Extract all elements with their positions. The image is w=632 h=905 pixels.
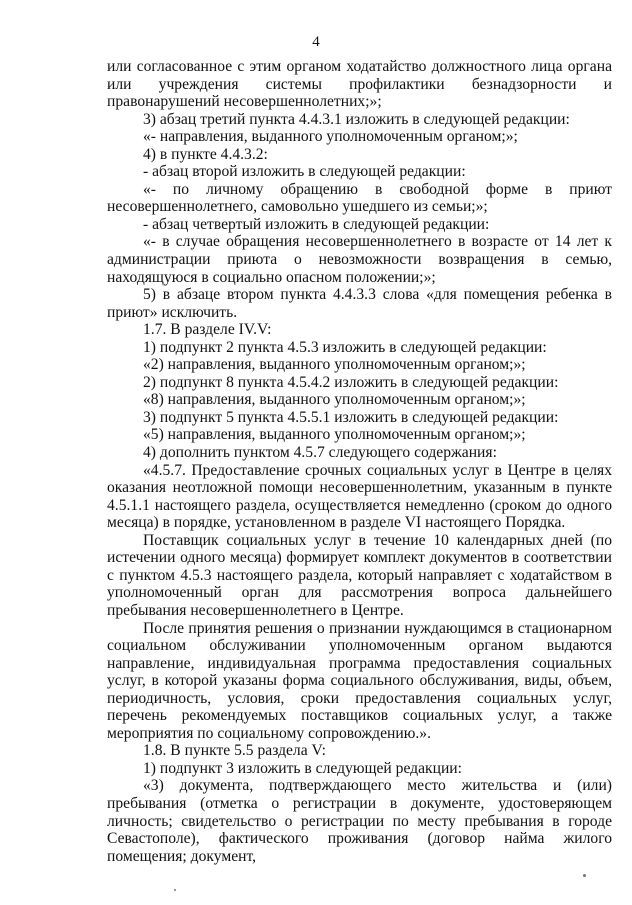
paragraph: 1) подпункт 2 пункта 4.5.3 изложить в следующей редакции: xyxy=(143,338,547,356)
paragraph: 1.7. В разделе IV.V: xyxy=(143,321,272,339)
paragraph: Поставщик социальных услуг в течение 10 календарных дней (по истечении одного месяца) формирует комплект документов в соответствии с пунктом 4.5.3 настоящего раздела, который направляет с ходатайством в уполномоченный орган для рассмотрения вопроса дальнейшего пребывания несовершеннолетнего в Центре. xyxy=(107,531,612,619)
paragraph: «3) документа, подтверждающего место жительства и (или) пребывания (отметка о регистрации в документе, удостоверяющем личность; свидетельство о регистрации по месту пребывания в городе Севастополе), фактического проживания (договор найма жилого помещения; документ, xyxy=(107,777,612,865)
paragraph: 3) подпункт 5 пункта 4.5.5.1 изложить в следующей редакции: xyxy=(143,408,559,426)
paragraph: или согласованное с этим органом ходатайство должностного лица органа или учреждения системы профилактики безнадзорности и правонарушений несовершеннолетних;»; xyxy=(107,58,612,111)
paragraph: «- по личному обращению в свободной форме в приют несовершеннолетнего, самовольно ушедшего из семьи;»; xyxy=(107,180,612,216)
paragraph: 4) дополнить пунктом 4.5.7 следующего содержания: xyxy=(143,444,497,462)
paragraph: «- направления, выданного уполномоченным органом;»; xyxy=(143,128,518,146)
paragraph: 2) подпункт 8 пункта 4.5.4.2 изложить в следующей редакции: xyxy=(143,373,559,391)
paragraph: «8) направления, выданного уполномоченным органом;»; xyxy=(143,391,526,409)
paragraph: 5) в абзаце втором пункта 4.4.3.3 слова «для помещения ребенка в приют» исключить. xyxy=(107,286,612,321)
paragraph: 1.8. В пункте 5.5 раздела V: xyxy=(143,742,326,760)
paragraph: 1) подпункт 3 изложить в следующей редакции: xyxy=(143,759,462,777)
scan-speck xyxy=(174,889,176,891)
paragraph: «- в случае обращения несовершеннолетнего в возрасте от 14 лет к администрации приюта о невозможности возвращения в семью, находящуюся в социально опасном положении;»; xyxy=(107,233,612,286)
paragraph: 3) абзац третий пункта 4.4.3.1 изложить в следующей редакции: xyxy=(143,110,570,128)
paragraph: - абзац четвертый изложить в следующей редакции: xyxy=(143,215,490,233)
paragraph: «5) направления, выданного уполномоченным органом;»; xyxy=(143,426,526,444)
paragraph: После принятия решения о признании нуждающимся в стационарном социальном обслуживании уполномоченным органом выдаются направление, индивидуальная программа предоставления социальных услуг, в которой указаны форма социального обслуживания, виды, объем, периодичность, условия, сроки предоставления социальных услуг, перечень рекомендуемых поставщиков социальных услуг, а также мероприятия по социальному сопровождению.». xyxy=(107,619,612,742)
paragraph: 4) в пункте 4.4.3.2: xyxy=(143,145,268,163)
document-body xyxy=(107,58,612,865)
scan-speck xyxy=(583,874,586,877)
page-number: 4 xyxy=(312,34,320,50)
paragraph: - абзац второй изложить в следующей редакции: xyxy=(143,163,466,181)
paragraph: «2) направления, выданного уполномоченным органом;»; xyxy=(143,356,526,374)
paragraph: «4.5.7. Предоставление срочных социальных услуг в Центре в целях оказания неотложной помощи несовершеннолетним, указанным в пункте 4.5.1.1 настоящего раздела, осуществляется немедленно (сроком до одного месяца) в порядке, установленном в разделе VI настоящего Порядка. xyxy=(107,461,612,532)
